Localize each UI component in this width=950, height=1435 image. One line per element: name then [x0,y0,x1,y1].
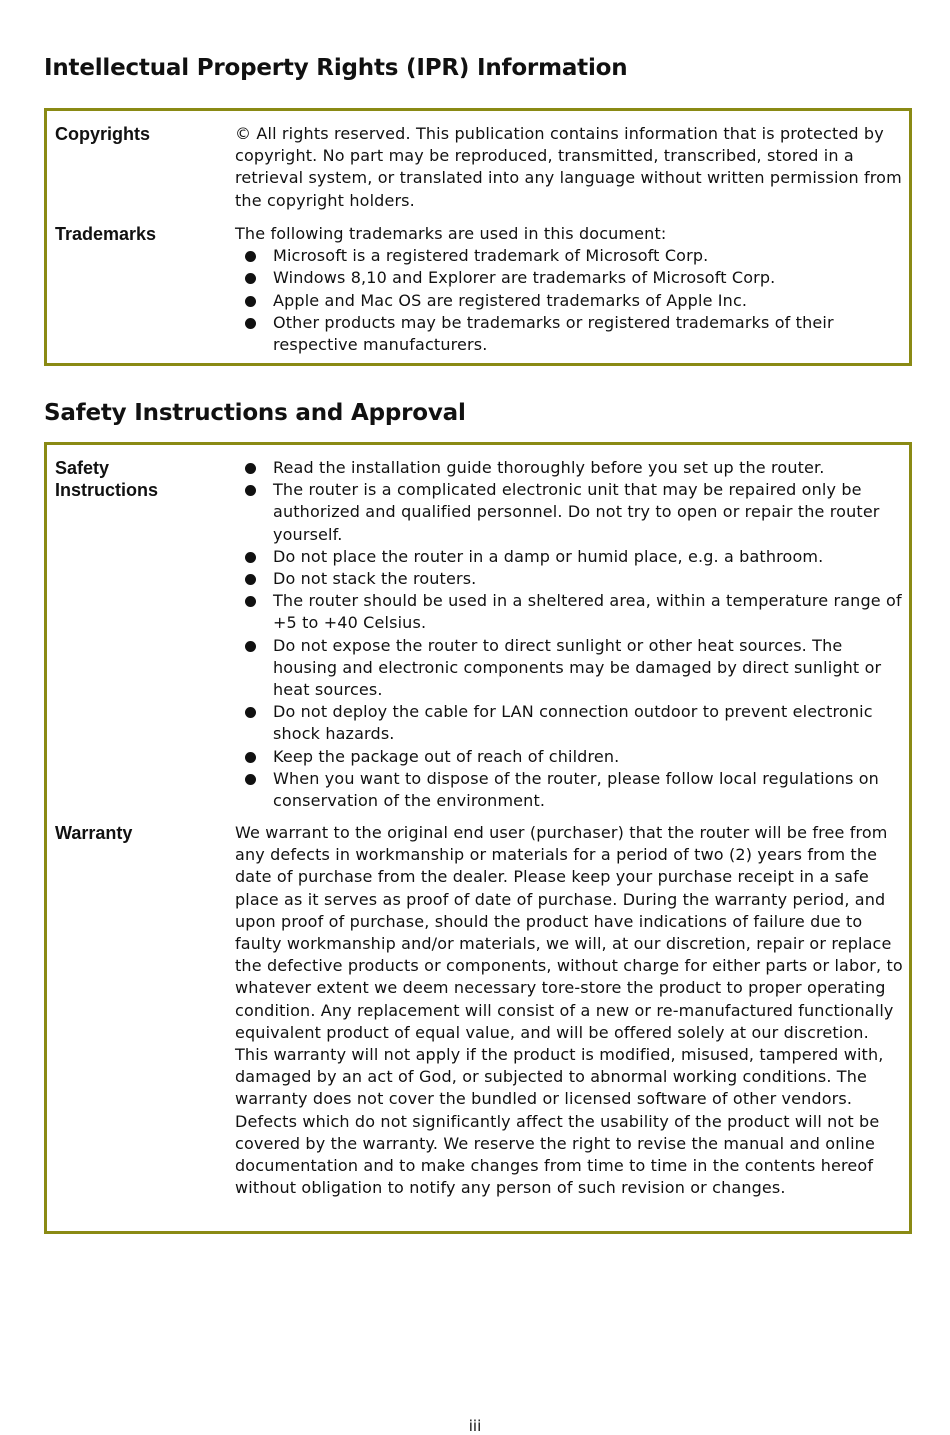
safety-list [235,457,905,812]
list-item: Windows 8,10 and Explorer are trademarks of Microsoft Corp. [235,267,905,289]
list-item: Other products may be trademarks or registered trademarks of their respective manufacturers. [235,312,905,356]
list-item: The router should be used in a sheltered area, within a temperature range of +5 to +40 Celsius. [235,590,905,634]
copyrights-content [235,123,905,212]
bullet-icon [245,552,256,563]
list-item: Do not expose the router to direct sunlight or other heat sources. The housing and electronic components may be damaged by direct sunlight or heat sources. [235,635,905,702]
safety-heading: Safety Instructions and Approval [44,400,466,426]
trademarks-label: Trademarks [55,224,157,244]
list-item: Apple and Mac OS are registered trademarks of Apple Inc. [235,290,905,312]
list-item: Do not stack the routers. [235,568,905,590]
list-item: Do not deploy the cable for LAN connection outdoor to prevent electronic shock hazards. [235,701,905,745]
safety-instructions-label: Safety Instructions [55,458,159,500]
bullet-icon [245,641,256,652]
warranty-label: Warranty [55,823,133,843]
bullet-icon [245,296,256,307]
bullet-icon [245,707,256,718]
bullet-icon [245,485,256,496]
list-item: Keep the package out of reach of children. [235,746,905,768]
warranty-content [235,822,905,1199]
list-item: When you want to dispose of the router, please follow local regulations on conservation of the environment. [235,768,905,812]
copyrights-text: © All rights reserved. This publication contains information that is protected by copyright. No part may be reproduced, transmitted, transcribed, stored in a retrieval system, or translated into any language without written permission from the copyright holders. [235,124,902,210]
safety-box [44,442,912,1234]
list-item: Do not place the router in a damp or humid place, e.g. a bathroom. [235,546,905,568]
list-item: Read the installation guide thoroughly before you set up the router. [235,457,905,479]
list-item: The router is a complicated electronic unit that may be repaired only be authorized and qualified personnel. Do not try to open or repair the router yourself. [235,479,905,546]
bullet-icon [245,463,256,474]
bullet-icon [245,596,256,607]
copyrights-label: Copyrights [55,124,151,144]
ipr-box [44,108,912,366]
page-number: iii [468,1417,482,1435]
safety-instructions-content [235,457,905,812]
bullet-icon [245,273,256,284]
trademarks-content [235,223,905,356]
ipr-heading: Intellectual Property Rights (IPR) Information [44,55,628,81]
bullet-icon [245,574,256,585]
list-item: Microsoft is a registered trademark of Microsoft Corp. [235,245,905,267]
warranty-text: We warrant to the original end user (purchaser) that the router will be free from any defects in workmanship or materials for a period of two (2) years from the date of purchase from the dealer. Please keep your purchase receipt in a safe place as it serves as proof of date of purchase. During the warranty period, and upon proof of purchase, should the product have indications of failure due to faulty workmanship and/or materials, we will, at our discretion, repair or replace the defective products or components, without charge for either parts or labor, to whatever extent we deem necessary tore-store the product to proper operating condition. Any replacement will consist of a new or re-manufactured functionally equivalent product of equal value, and will be offered solely at our discretion. This warranty will not apply if the product is modified, misused, tampered with, damaged by an act of God, or subjected to abnormal working conditions. The warranty does not cover the bundled or licensed software of other vendors. Defects which do not significantly affect the usability of the product will not be covered by the warranty. We reserve the right to revise the manual and online documentation and to make changes from time to time in the contents hereof without obligation to notify any person of such revision or changes. [235,823,903,1198]
bullet-icon [245,251,256,262]
bullet-icon [245,774,256,785]
bullet-icon [245,318,256,329]
trademarks-intro: The following trademarks are used in this document: [235,224,667,243]
trademarks-list [235,245,905,356]
bullet-icon [245,752,256,763]
